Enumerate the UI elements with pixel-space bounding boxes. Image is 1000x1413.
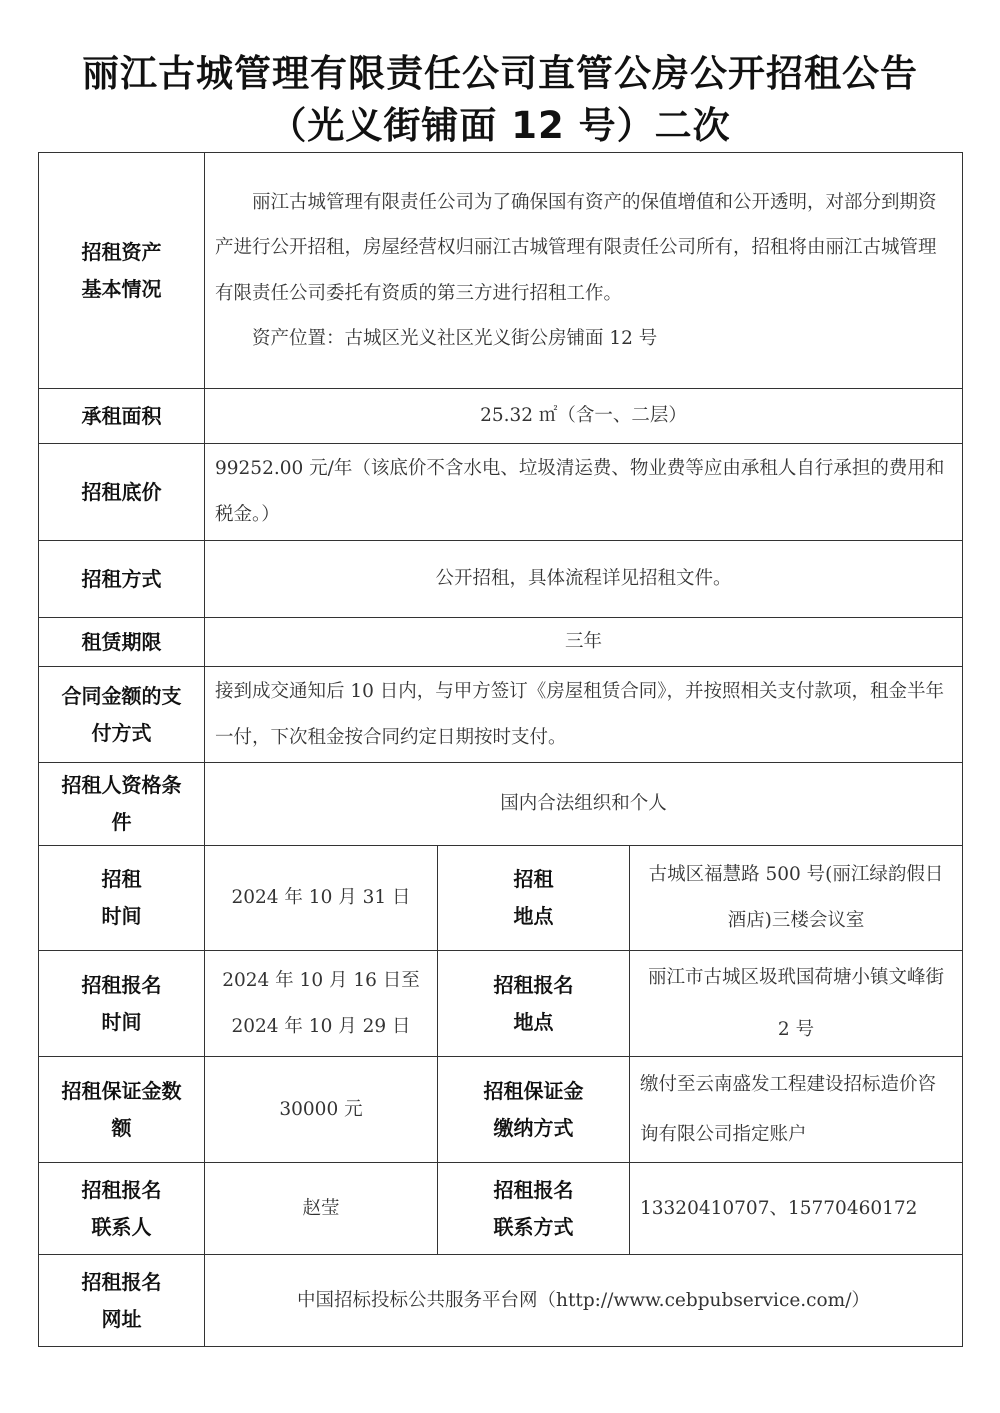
label-line: 付方式 xyxy=(91,720,152,745)
label-line: 地点 xyxy=(513,1009,554,1034)
announcement-table xyxy=(38,152,963,1347)
basic-info-paragraph: 丽江古城管理有限责任公司为了确保国有资产的保值增值和公开透明，对部分到期资产进行公开招租，房屋经营权归丽江古城管理有限责任公司所有，招租将由丽江古城管理有限责任公司委托有资质的第三方进行招租工作。 xyxy=(215,191,937,304)
signup-start-date: 2024 年 10 月 16 日至 xyxy=(222,969,420,991)
row-term xyxy=(39,618,963,667)
row-signup xyxy=(39,951,963,1057)
row-price xyxy=(39,444,963,541)
value-payment: 接到成交通知后 10 日内，与甲方签订《房屋租赁合同》，并按照相关支付款项，租金半年一付，下次租金按合同约定日期按时支付。 xyxy=(205,667,963,763)
label-line: 招租报名 xyxy=(81,972,162,997)
label-line: 额 xyxy=(111,1115,132,1140)
value-method: 公开招租，具体流程详见招租文件。 xyxy=(205,541,963,618)
row-basic-info xyxy=(39,153,963,389)
page-subtitle: （光义街铺面 12 号）二次 xyxy=(269,104,731,147)
value-term: 三年 xyxy=(205,618,963,667)
label-line: 缴纳方式 xyxy=(493,1115,574,1140)
label-website xyxy=(39,1255,205,1347)
value-signup-place: 丽江市古城区圾玳国荷塘小镇文峰街 2 号 xyxy=(630,951,963,1057)
label-line: 时间 xyxy=(101,904,142,928)
value-contact-phone: 13320410707、15770460172 xyxy=(630,1163,963,1255)
value-deposit-amount: 30000 元 xyxy=(205,1057,438,1163)
label-deposit-payment xyxy=(438,1057,630,1163)
value-qualification: 国内合法组织和个人 xyxy=(205,763,963,846)
value-bid-time: 2024 年 10 月 31 日 xyxy=(205,846,438,951)
label-line: 招租报名 xyxy=(81,1269,162,1294)
label-line: 招租资产 xyxy=(81,239,162,264)
label-bid-time xyxy=(39,846,205,951)
value-area: 25.32 ㎡（含一、二层） xyxy=(205,389,963,444)
label-deposit-amount xyxy=(39,1057,205,1163)
label-term: 租赁期限 xyxy=(39,618,205,667)
value-price: 99252.00 元/年（该底价不含水电、垃圾清运费、物业费等应由承租人自行承担的费用和税金。） xyxy=(205,444,963,541)
row-payment xyxy=(39,667,963,763)
label-line: 招租人资格条 xyxy=(61,773,182,797)
value-contact-person: 赵莹 xyxy=(205,1163,438,1255)
label-line: 合同金额的支 xyxy=(61,683,182,708)
label-line: 联系方式 xyxy=(493,1214,574,1239)
value-signup-time xyxy=(205,951,438,1057)
page-title: 丽江古城管理有限责任公司直管公房公开招租公告 xyxy=(82,52,918,95)
label-payment xyxy=(39,667,205,763)
label-line: 基本情况 xyxy=(81,276,162,301)
row-method xyxy=(39,541,963,618)
value-bid-place: 古城区福慧路 500 号(丽江绿韵假日酒店)三楼会议室 xyxy=(630,846,963,951)
row-contact xyxy=(39,1163,963,1255)
label-contact-person xyxy=(39,1163,205,1255)
row-area xyxy=(39,389,963,444)
value-website: 中国招标投标公共服务平台网（http://www.cebpubservice.com/） xyxy=(205,1255,963,1347)
label-contact-phone xyxy=(438,1163,630,1255)
label-line: 招租 xyxy=(101,867,142,891)
row-website xyxy=(39,1255,963,1347)
label-area: 承租面积 xyxy=(39,389,205,444)
label-line: 招租报名 xyxy=(81,1177,162,1202)
label-line: 联系人 xyxy=(91,1214,152,1239)
asset-location: 资产位置：古城区光义社区光义街公房铺面 12 号 xyxy=(252,328,658,349)
label-line: 时间 xyxy=(101,1009,142,1034)
row-time-place xyxy=(39,846,963,951)
label-line: 地点 xyxy=(513,904,554,928)
label-line: 招租报名 xyxy=(493,972,574,997)
label-line: 网址 xyxy=(101,1306,142,1331)
signup-end-date: 2024 年 10 月 29 日 xyxy=(231,1015,411,1037)
label-line: 招租 xyxy=(513,867,554,891)
row-qualification xyxy=(39,763,963,846)
label-line: 件 xyxy=(111,810,132,834)
label-line: 招租保证金数 xyxy=(61,1078,182,1103)
value-deposit-payment: 缴付至云南盛发工程建设招标造价咨询有限公司指定账户 xyxy=(630,1057,963,1163)
label-bid-place xyxy=(438,846,630,951)
label-qualification xyxy=(39,763,205,846)
label-price: 招租底价 xyxy=(39,444,205,541)
label-signup-time xyxy=(39,951,205,1057)
value-basic-info xyxy=(205,153,963,389)
label-line: 招租报名 xyxy=(493,1177,574,1202)
label-line: 招租保证金 xyxy=(483,1078,584,1103)
label-signup-place xyxy=(438,951,630,1057)
label-method: 招租方式 xyxy=(39,541,205,618)
row-deposit xyxy=(39,1057,963,1163)
label-basic-info xyxy=(39,153,205,389)
